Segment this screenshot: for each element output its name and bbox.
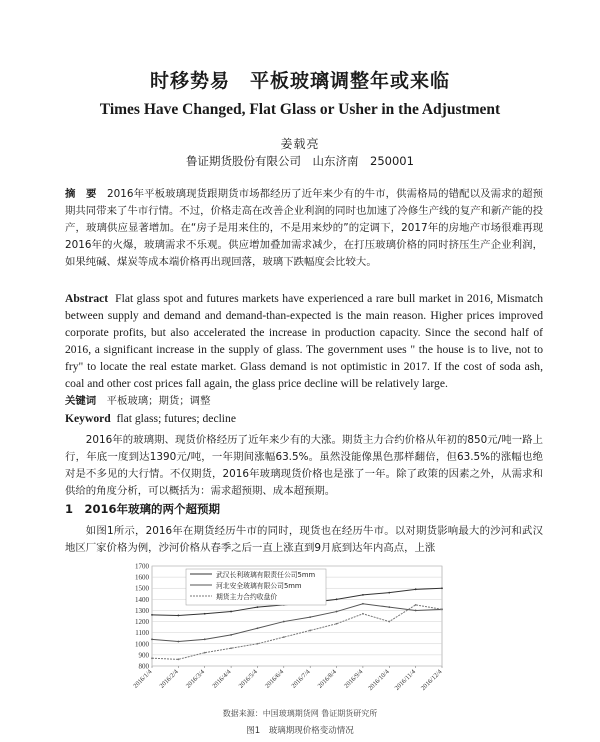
y-tick-label: 1200: [135, 618, 149, 627]
y-tick-label: 1700: [135, 562, 149, 571]
data-point: [309, 616, 311, 618]
y-tick-label: 1000: [135, 640, 149, 649]
legend-label-1: 武汉长利玻璃有限责任公司5mm: [216, 571, 316, 579]
author: 姜载亮: [280, 137, 320, 151]
y-tick-label: 1100: [135, 629, 149, 638]
data-point: [441, 587, 443, 589]
abstract-chinese: [65, 186, 543, 271]
x-tick-label: 2016/1/4: [132, 668, 154, 690]
y-tick-label: 800: [138, 662, 149, 671]
data-point: [336, 623, 338, 625]
x-tick-label: 2016/4/4: [211, 668, 233, 690]
data-point: [362, 613, 364, 615]
body-paragraph-2: 如图1所示，2016年在期货经历牛市的同时，现货也在经历牛市。以对期货影响最大的沙河和武汉地区厂家价格为例，沙河价格从春季之后一直上涨直到9月底到达年内高点，上涨: [65, 525, 543, 554]
x-tick-label: 2016/5/4: [237, 668, 259, 690]
keywords-english-label: Keyword: [65, 412, 111, 425]
data-point: [177, 641, 179, 643]
data-point: [230, 647, 232, 649]
x-tick-label: 2016/2/4: [158, 668, 180, 690]
abstract-english-label: Abstract: [65, 292, 109, 305]
data-point: [177, 658, 179, 660]
data-point: [151, 614, 153, 616]
keywords-english-text: flat glass; futures; decline: [116, 412, 236, 425]
data-point: [204, 613, 206, 615]
keywords-chinese-text: 平板玻璃；期货；调整: [106, 395, 211, 407]
abstract-english: [65, 290, 543, 392]
data-point: [415, 588, 417, 590]
data-point: [151, 657, 153, 659]
data-point: [309, 630, 311, 632]
y-tick-label: 900: [138, 651, 149, 660]
x-tick-label: 2016/12/4: [419, 668, 444, 693]
data-point: [204, 638, 206, 640]
data-point: [177, 615, 179, 617]
data-point: [230, 634, 232, 636]
legend-label-2: 河北安全玻璃有限公司5mm: [216, 582, 302, 590]
y-tick-label: 1500: [135, 584, 149, 593]
abstract-chinese-label: 摘 要: [65, 188, 97, 200]
figure-source: 数据来源：中国玻璃期货网 鲁证期货研究所: [222, 709, 378, 718]
x-tick-label: 2016/3/4: [184, 668, 207, 690]
data-point: [204, 652, 206, 654]
x-tick-label: 2016/8/4: [316, 668, 338, 690]
data-point: [362, 594, 364, 596]
section-heading: 1 2016年玻璃的两个超预期: [65, 502, 221, 516]
y-tick-label: 1600: [135, 573, 149, 582]
y-tick-label: 1300: [135, 606, 149, 615]
figure-caption: 图1 玻璃期现价格变动情况: [246, 726, 354, 736]
data-point: [151, 638, 153, 640]
y-tick-label: 1400: [135, 595, 149, 604]
data-point: [388, 592, 390, 594]
legend-label-3: 期货主力合约收盘价: [216, 593, 278, 601]
data-point: [362, 603, 364, 605]
data-point: [336, 611, 338, 613]
title-chinese: 时移势易 平板玻璃调整年或来临: [149, 70, 450, 92]
price-line-chart: [120, 562, 450, 706]
x-tick-label: 2016/7/4: [290, 668, 312, 690]
x-tick-label: 2016/11/4: [393, 668, 418, 692]
abstract-english-text: Flat glass spot and futures markets have experienced a rare bull market in 2016, Mismatch between supply and demand and demand-than-expected is the main reason. Higher prices improved corporate profits, but also accelerated the increase in production capacity. Since the second half of 2016, a significant increase in the supply of glass. The government uses " the house is to live, not to fry" to locate the real estate market. Glass demand is not optimistic in 2017. If the cost of soda ash, coal and other cost prices fall again, the glass price decline will be relatively large.: [65, 292, 543, 390]
x-tick-label: 2016/10/4: [367, 668, 391, 693]
data-point: [283, 636, 285, 638]
affiliation: 鲁证期货股份有限公司 山东济南 250001: [186, 154, 414, 168]
x-tick-label: 2016/9/4: [343, 668, 365, 690]
data-point: [230, 611, 232, 613]
data-point: [415, 604, 417, 606]
data-point: [388, 621, 390, 623]
data-point: [257, 606, 259, 608]
data-point: [388, 606, 390, 608]
abstract-chinese-text: 2016年平板玻璃现货跟期货市场都经历了近年来少有的牛市，供需格局的错配以及需求的超预期共同带来了牛市行情。不过，价格走高在改善企业利润的同时也加速了冷修生产线的复产和新产能的投产，玻璃供应显著增加。在“房子是用来住的，不是用来炒的”的定调下，2017年的房地产市场很难再现2016年的火爆，玻璃需求不乐观。供应增加叠加需求减少，在打压玻璃价格的同时挤压生产企业利润，如果纯碱、煤炭等成本端价格再出现回落，玻璃下跌幅度会比较大。: [65, 188, 544, 268]
series-line-3: [152, 605, 442, 659]
data-point: [336, 598, 338, 600]
data-point: [441, 608, 443, 610]
keywords-chinese-label: 关键词: [65, 395, 97, 407]
series-line-2: [152, 604, 442, 642]
data-point: [283, 621, 285, 623]
data-point: [415, 610, 417, 612]
data-point: [257, 643, 259, 645]
keywords-english: [65, 410, 236, 427]
title-english: Times Have Changed, Flat Glass or Usher in the Adjustment: [99, 101, 501, 118]
x-tick-label: 2016/6/4: [263, 668, 286, 690]
keywords-chinese: [65, 393, 210, 410]
data-point: [257, 627, 259, 629]
body-paragraph-1: 2016年的玻璃期、现货价格经历了近年来少有的大涨。期货主力合约价格从年初的850元/吨一路上行，年底一度到达1390元/吨，一年期间涨幅63.5%。虽然没能像黑色那样翻倍，但63.5%的涨幅也绝对是不多见的大行情。不仅期货，2016年玻璃现货价格也是涨了一年。除了政策的因素之外，从需求和供给的角度分析，可以概括为：需求超预期、成本超预期。: [65, 434, 543, 497]
